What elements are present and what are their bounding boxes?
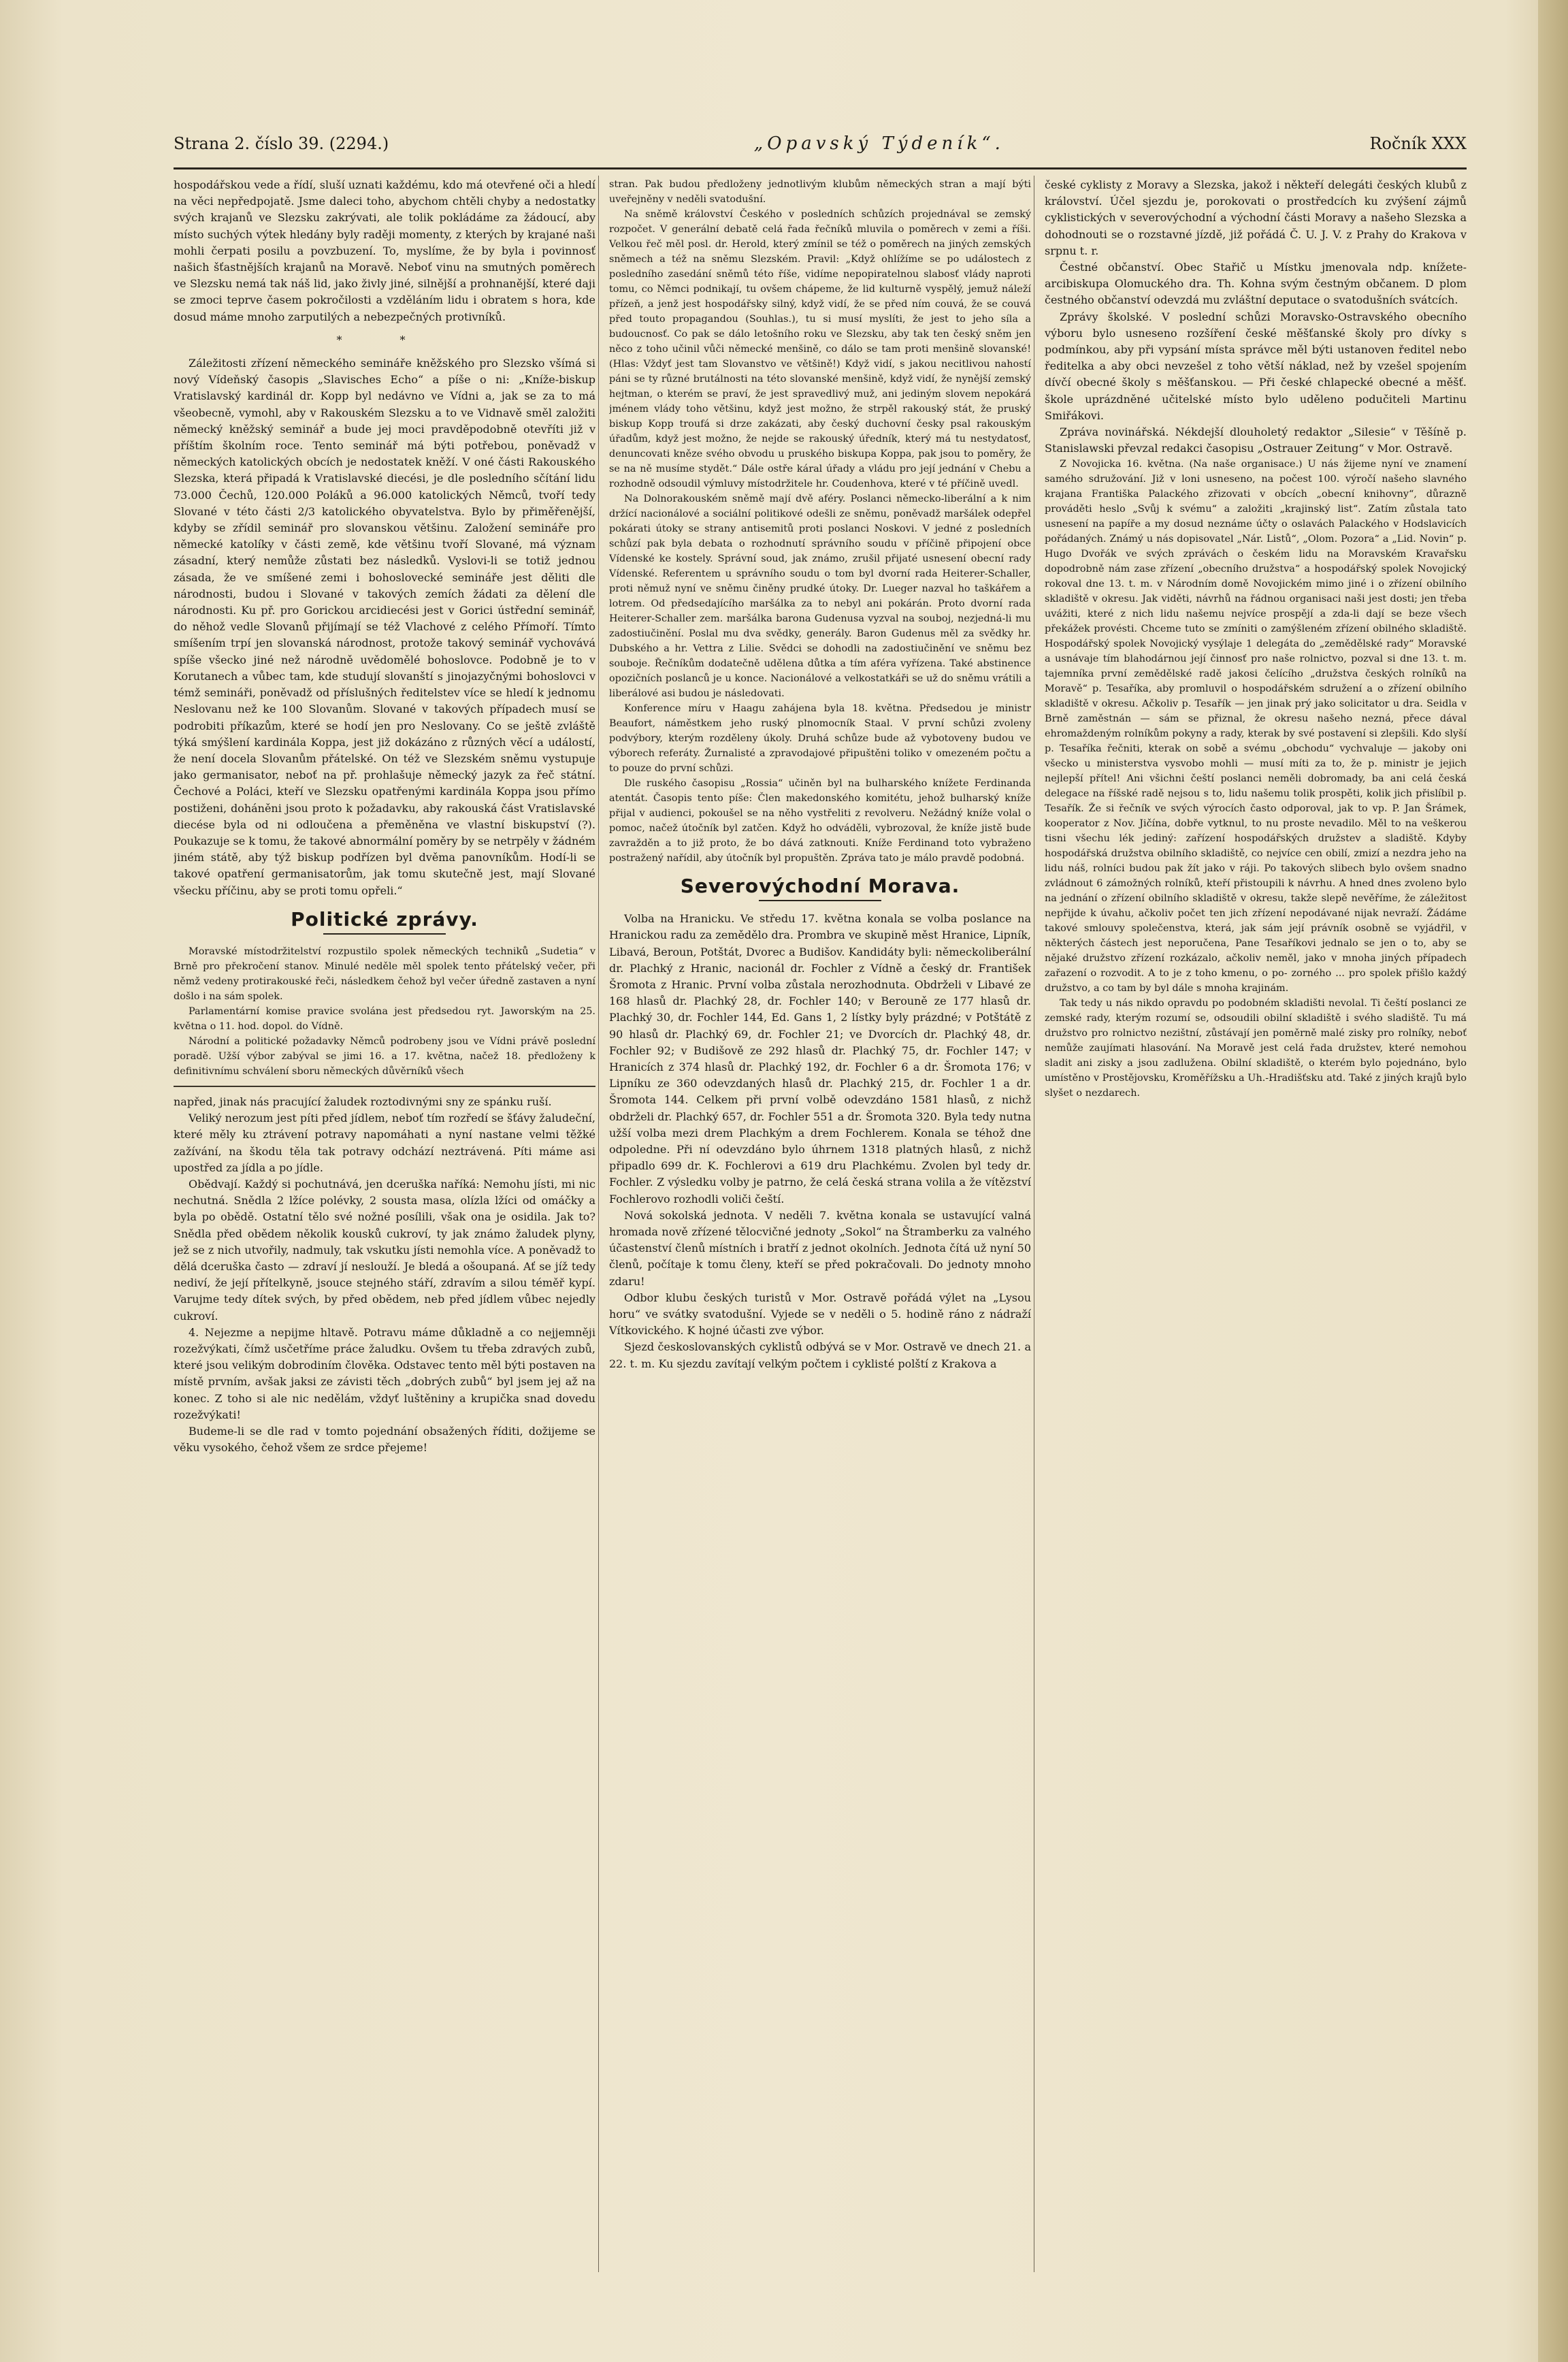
section-heading-rule <box>323 933 446 935</box>
page-binding-edge <box>1538 0 1568 2362</box>
section-heading <box>609 875 1031 901</box>
section-heading-text: Politické zprávy. <box>291 907 478 931</box>
section-heading-text: Severovýchodní Morava. <box>680 875 960 897</box>
article-paragraph: Parlamentární komise pravice svolána jest předsedou ryt. Jaworským na 25. května o 11. hod. dopol. do Vídně. <box>174 1005 595 1032</box>
news-briefs <box>174 944 595 1079</box>
article-paragraph: Z Novojicka 16. května. (Na naše organisace.) U nás žijeme nyní ve znamení samého sdružování. Již v loni usneseno, na počest 100. výročí našeho slavného krajana Františka Palackého zřizovati v obcích „obecní knihovny“, důrazně prováděti heslo „Svůj k svému“ a založiti „krajinský list“. Zatím zůstala tato usnesení na papíře a my dosud neznáme účty o oslavách Palackého v Hodslavicích pořádaných. Známý u nás dopisovatel „Nár. Listů“, „Olom. Pozora“ a „Lid. Novin“ p. Hugo Dvořák ve svých zprávách o českém lidu na Moravském Kravařsku dopodrobně nám zase zřízení „obecního družstva“ a hospodářský spolek Novojický rokoval dne 13. t. m. v Národním domě Novojickém mimo jiné i o zřízení obilního skladiště v okresu. Jak viděti, návrhů na řádnou organisaci naši jest dosti; jen třeba uvážiti, které z nich lidu našemu nejvíce prospějí a zda-li dají se beze všech překážek provésti. Chceme tuto se zmíniti o zamýšleném zřízení obilného skladiště. Hospodářský spolek Novojický vysýlaje 1 delegáta do „zemědělské rady“ Moravské a usnávaje tím blahodárnou její činnosť pro naše rolnictvo, pozval si dne 13. t. m. tajemníka první zemědělské radě jakosi čelícího „družstva českých rolníků na Moravě“ p. Tesaříka, aby promluvil o hospodářském sdružení a o zřízení obilního skladiště v okresu. Ačkoliv p. Tesařík — jen jinak prý jako solicitator u dra. Seidla v Brně zaměstnán — sám se přiznal, že okresu našeho nezná, přece dával ehromaždeným rolníkům pokyny a rady, kterak by své postavení si zlepšili. Kdo slyší p. Tesaříka řečniti, kterak on sobě a svému „obchodu“ vychvaluje — jakoby oni všecko u ministerstva vysvobo mohli — musí míti za to, že p. ministr je jejich nejlepší přítel! Ani všichni čeští poslanci neměli dobromady, ba ani celá česká delegace na říšské radě nejsou s to, lidu našemu tolik prospěti, kolik jich přislíbil p. Tesařík. Že si řečník ve svých výrocích často odporoval, jak to vp. P. Jan Šrámek, kooperator z Nov. Jičína, dobře vytknul, to nu proste nevadilo. Měl to na veškerou tisni všechu lék jediný: zařízení hospodářských družstev a sladiště. Kdyby hospodářská družstva obilního skladiště, co nejvíce cen obilí, zmizí a nezdra jeho na lidu náš, rolníci budou pak žít jako v ráji. Po takových slibech bylo ovšem snadno zvládnout 6 zámožných rolníků, kteří přistoupili k návrhu. A hned dnes zvoleno bylo na jednání o zřízení obilního skladiště v okresu, takže slepě nevěříme, že záležitost nepřijde k úvahu, ačkoliv počet ten jich zřízení nepodávané nijak nevraží. Žádáme takové smlouvy společenstva, která, jak sám její právník osobně se vyjádřil, v některých částech jest neporučena, Pane Tesaříkovi jednalo se jen o to, aby se nějaké družstvo zřízení rozkázalo, ačkoliv neměl, jako v mnoha jiných případech zařazení o rozvodit. A to je z toho kmenu, o po- zorného ... pro spolek přišlo každý družstvo, a co tam by byl dále s mnoha krajinám. <box>1045 459 1467 994</box>
article-paragraph: Nová sokolská jednota. V neděli 7. května konala se ustavující valná hromada nově zřízené tělocvičné jednoty „Sokol“ na Štramberku za valného účastenství členů místních i bratří z jednot okolních. Jednota čítá už nyní 50 členů, počítaje k tomu členy, kteří se před pokračovali. Do jednoty mnoho zdaru! <box>609 1208 1031 1288</box>
header-rule <box>174 167 1467 169</box>
section-heading-rule <box>759 900 881 901</box>
article-paragraph: Sjezd českoslovanských cyklistů odbývá se v Mor. Ostravě ve dnech 21. a 22. t. m. Ku sjezdu zavítají velkým počtem i cyklisté polští z Krakova a <box>609 1340 1031 1370</box>
news-briefs <box>1045 457 1467 1101</box>
article-paragraph: Zpráva novinářská. Nékdejší dlouholetý redaktor „Silesie“ v Těšíně p. Stanislawski převzal redakci časopisu „Ostrauer Zeitung“ v Mor. Ostravě. <box>1045 425 1467 455</box>
column-divider <box>598 176 599 2272</box>
article-paragraph: Konference míru v Haagu zahájena byla 18. května. Předsedou je ministr Beaufort, náměstkem jeho ruský plnomocník Staal. V první schůzi zvoleny podvýbory, kterým rozděleny úkoly. Druhá schůze bude až vybotoveny budou ve výborech referáty. Žurnalisté a zpravodajové připuštěni toliko v omezeném počtu a to pouze do první schůzi. <box>609 703 1031 774</box>
column-3 <box>1045 177 1467 2274</box>
column-rule <box>174 1086 595 1087</box>
page-header <box>174 133 1467 161</box>
article-paragraph: Čestné občanství. Obec Stařič u Místku jmenovala ndp. knížete-arcibiskupa Olomuckého dra. Th. Kohna svým čestným občanem. D plom čestného občanství odevzdá mu zvláštní deputace o svatodušních svátcích. <box>1045 261 1467 307</box>
article-paragraph: české cyklisty z Moravy a Slezska, jakož i někteří delegáti českých klubů z království. Účel sjezdu je, porokovati o prostředcích ku zvýšení zájmů cyklistických v severovýchodní a východní části Moravy a našeho Slezska a dohodnouti se o rozstavné jízdě, již pořádá Č. U. J. V. z Prahy do Krakova v srpnu t. r. <box>1045 178 1467 257</box>
article-paragraph: Tak tedy u nás nikdo opravdu po podobném skladišti nevolal. Ti čeští poslanci ze zemské rady, kterým rozumí se, odsoudili obilní skladiště i svého sladiště. Tu má družstvo pro rolnictvo nezištní, zůstávají jen poměrně malé zisky pro rolníky, neboť nemůže zaujímati hlasování. Na Moravě jest celá řada družstev, které nemohou sladit ani zisky a jsou zadlužena. Obilní skladiště, o kterém bylo pojednáno, bylo umístěno v Prostějovsku, Kroměřížsku a Uh.-Hradišťsku atd. Také z jiných krajů bylo slyšet o nezdarech. <box>1045 998 1467 1099</box>
article-paragraph: Odbor klubu českých turistů v Mor. Ostravě pořádá výlet na „Lysou horu“ ve svátky svatodušní. Vyjede se v neděli o 5. hodině ráno z nádraží Vítkovického. K hojné účasti zve výbor. <box>609 1291 1031 1338</box>
article-paragraph: 4. Nejezme a nepijme hltavě. Potravu máme důkladně a co nejjemněji rozežvýkati, čímž usčetříme práce žaludku. Ovšem tu třeba zdravých zubů, které jsou velikým dobrodiním člověka. Odstavec tento měl býti postaven na místě prvním, avšak jaksi ze závisti těch „dobrých zubů“ byl jsem jej až na konec. Z toho si ale nic nedělám, vždyť luštěniny a krupička snad dovedu rozežvýkati! <box>174 1325 595 1421</box>
header-page-number: Strana 2. číslo 39. (2294.) <box>174 134 389 153</box>
column-1 <box>174 177 595 2274</box>
article-paragraph: Záležitosti zřízení německého semináře kněžského pro Slezsko všímá si nový Vídeňský časopis „Slavisches Echo“ a píše o ni: „Kníže-biskup Vratislavský kardinál dr. Kopp byl nedávno ve Vídni a, jak se za to má všeobecně, vymohl, aby v Rakouském Slezsku a to ve Vidnavě směl založiti německý kněžský seminář a bude jej moci pravděpodobně otevříti již v příštím školním roce. Tento seminář má býti potřebou, poněvadž v německých katolických obcích je nedostatek kněží. V oné části Rakouského Slezska, která připadá k Vratislavské diecési, je dle posledního sčítání lidu 73.000 Čechů, 120.000 Poláků a 96.000 katolických Němců, tvoří tedy Slované v této části 2/3 katolického obyvatelstva. Bylo by přiměřenější, kdyby se zřídil seminář pro slovanskou většinu. Založení semináře pro německé katolíky v části země, kde většinu tvoří Slované, má význam zásadní, který nemůže zůstati bez následků. Vyslovi-li se totiž jednou zásada, že ve smíšené zemi i bohoslovecké semináře jest děliti dle národnosti, budou i Slované v takových zemích žádati za dělení dle národnosti. Ku př. pro Gorickou arcidiecési jest v Gorici ústřední seminář, do něhož vedle Slovanů přijímají se též Vlachové z celého Přímoří. Tímto smíšením trpí jen slovanská národnost, protože takový seminář vychovává spíše všecko jiné než národně uvědomělé bohoslovce. Podobně je to v Korutanech a vůbec tam, kde studují slovanští s jinojazyčnými bohoslovci v témž semináři, poněvadž od příslušných ředitelstev více se hledí k jednomu Neslovanu než ke 100 Slovanům. Slované v takových případech musí se podrobiti příkazům, které se hodí jen pro Neslovany. Co se ještě zvláště týká smýšlení kardinála Koppa, jest již dokázáno z různých věcí a událostí, že není docela Slovanům přátelské. On též ve Slezském sněmu vystupuje jako germanisator, neboť na př. prohlašuje německý jazyk za řeč státní. Čechové a Poláci, kteří ve Slezsku opatřenými kardinála Koppa jsou přímo postiženi, doháněni jsou proto k požadavku, aby rakouská část Vratislavské diecése byla od ni odloučena a přeměněna ve vlastní biskupství (?). Poukazuje se k tomu, že takové abnormální poměry by se netrpěly v žádném jiném státě, aby týž biskup podřízen byl dvěma panovníkům. Hodí-li se takové opatření germanisatorům, jak tomu skutečně jest, mají Slované všecku příčinu, aby se proti tomu opřeli.“ <box>174 357 595 897</box>
article-paragraph: Na Dolnorakouském sněmě mají dvě aféry. Poslanci německo-liberální a k nim držící nacionálové a sociální politikové odešli ze sněmu, poněvadž maršálek odepřel pokárati útoky se strany antisemitů proti poslanci Noskovi. V jedné z posledních schůzí pak byla debata o rozhodnutí správního soudu v příčině připojení obce Vídenské ke kostely. Správní soud, jak známo, zrušil přijaté usnesení obecní rady Vídenské. Referentem u správního soudu o tom byl dvorní rada Heiterer-Schaller, proti němuž nyní ve sněmu činěny prudké útoky. Dr. Lueger nazval ho taškářem a lotrem. Od předsedajícího maršálka za to nebyl ani pokárán. Proto dvorní rada Heiterer-Schaller zem. maršálka barona Gudenusa vyzval na souboj, nezjedná-li mu zadostiučinění. Poslal mu dva svědky, generály. Baron Gudenus měl za svědky hr. Dubského a hr. Vettra z Lilie. Svědci se dohodli na zadostiučinění ve sněmu bez souboje. Řečníkům dodatečně udělena důtka a tím aféra vyřízena. Také abstinence opozičních poslanců je u konce. Nacionálové a velkostatkáři se už do sněmu vrátili a liberálové asi budou je následovati. <box>609 494 1031 699</box>
article-paragraph: Na sněmě království Českého v posledních schůzích projednával se zemský rozpočet. V generální debatě celá řada řečníků mluvila o poměrech v zemi a říši. Velkou řeč měl posl. dr. Herold, který zmínil se též o poměrech na jiných zemských sněmech a též na sněmu Slezském. Pravil: „Když ohlížíme se po událostech z posledního zasedání sněmů této říše, vidíme nepopiratelnou slabosť vlády naproti tomu, co Němci podnikají, tu ovšem chápeme, že lid kulturně vyspělý, jemuž náleží přízeň, a jenž jest hospodářsky silný, když vidí, že se před ním couvá, že se couvá před touto propagandou (Souhlas.), tu si musí myslíti, že jest to jeho síla a budoucnosť. Co pak se dálo letošního roku ve Slezsku, aby tak ten český sněm jen něco z toho učinil vůči německé menšině, co dálo se tam proti menšině slovanské! (Hlas: Vždyť jest tam Slovanstvo ve většině!) Když vidí, s jakou necitlivou nahostí páni se ty různé brutálnosti na této slovanské menšině, když vidí, že nynější zemský hejtman, o kterém se praví, že jest spravedlivý muž, ani jediným slovem nepokárá jménem vlády toho většinu, když jest možno, že strpěl rakouský stát, že pruský biskup Kopp troufá si drze zakázati, aby český duchovní česky psal rakouským úřadům, když jest možno, že nejde se rakouský úředník, který má tu nestydatosť, denuncovati kněze svého obvodu u pruského biskupa Koppa, pak jsou to poměry, že se na ně musíme stydět.“ Dále ostře káral úřady a vládu pro její jednání v Chebu a rozhodně odsoudil výmluvy místodržitele hr. Coudenhova, které v té příčině uvedl. <box>609 209 1031 489</box>
article-paragraph: napřed, jinak nás pracující žaludek roztodivnými sny ze spánku ruší. <box>174 1095 552 1108</box>
column-2 <box>609 177 1031 2274</box>
article-paragraph: Zprávy školské. V poslední schůzi Moravsko-Ostravského obecního výboru bylo usneseno rozšíření české měšťanské školy pro dívky s podmínkou, aby při vypsání místa správce měl býti ustanoven ředitel nebo ředitelka a aby obci nevzešel z toho větší náklad, než by vzešel spojením dívčí obecné školy s měšťanskou. — Při české chlapecké obecné a měšť. škole uprázdněné učitelské místo bylo uděleno podučiteli Martinu Smiřákovi. <box>1045 310 1467 422</box>
article-paragraph: Volba na Hranicku. Ve středu 17. května konala se volba poslance na Hranickou radu za zemědělo dra. Prombra ve skupině měst Hranice, Lipník, Libavá, Beroun, Potštát, Dvorec a Budišov. Kandidáty byli: německoliberální dr. Plachký z Hranic, nacionál dr. Fochler z Vídně a český dr. František Šromota z Hranic. První volba zůstala nerozhodnuta. Obdrželi v Libavé ze 168 hlasů dr. Plachký 28, dr. Fochler 140; v Berouně ze 177 hlasů dr. Plachký 30, dr. Fochler 144, Ed. Gans 1, 2 lístky byly prázdné; v Potštátě z 90 hlasů dr. Plachký 69, dr. Fochler 21; ve Dvorcích dr. Plachký 48, dr. Fochler 92; v Budišově ze 292 hlasů dr. Plachký 75, dr. Fochler 147; v Hranicích z 374 hlasů dr. Plachký 192, dr. Fochler 6 a dr. Šromota 176; v Lipníku ze 360 odevzdaných hlasů dr. Plachký 215, dr. Fochler 1 a dr. Šromota 144. Celkem při první volbě odevzdáno 1581 hlasů, z nichž obdrželi dr. Plachký 657, dr. Fochler 551 a dr. Šromota 320. Byla tedy nutna užší volba mezi drem Plachkým a drem Fochlerem. Konala se téhož dne odpoledne. Při ní odevzdáno bylo úhrnem 1318 platných hlasů, z nichž připadlo 699 dr. K. Fochlerovi a 619 dru Plachkému. Zvolen byl tedy dr. Fochler. Z výsledku volby je patrno, že celá česká strana volila a že vítězství Fochlerovo rozhodli voliči čeští. <box>609 912 1031 1206</box>
article-paragraph: stran. Pak budou předloženy jednotlivým klubům německých stran a mají býti uveřejněny v neděli svatodušní. <box>609 179 1031 205</box>
section-heading <box>174 907 595 935</box>
article-paragraph: hospodářskou vede a řídí, sluší uznati každému, kdo má otevřené oči a hledí na věci nepředpojatě. Jsme daleci toho, abychom chtěli chyby a nedostatky svých krajanů ve Slezsku zakrývati, ale tolik pokládáme za žádoucí, aby místo suchých výtek hledány byly raději momenty, z kterých by krajané naši mohli čerpati posilu a povzbuzení. To, myslíme, že by byla i povinnosť našich šťastnějších krajanů na Moravě. Neboť vinu na smutných poměrech ve Slezsku nemá tak náš lid, jako živly jiné, silnější a prohnanější, které daji se zmoci teprve časem pokročilosti a vzděláním lidu i obratem s hora, kde dosud máme mnoho zarputilých a nebezpečných protivníků. <box>174 178 595 323</box>
article-paragraph: Veliký nerozum jest píti před jídlem, neboť tím rozředí se šťávy žaludeční, které měly ku ztrávení potravy napomáhati a nyní nastane velmi těžké zažívání, na škodu těla tak potravy odchází neztrávená. Píti máme asi upostřed za jídla a po jídle. <box>174 1112 595 1174</box>
article-paragraph: Budeme-li se dle rad v tomto pojednání obsažených říditi, dožijeme se věku vysokého, čehož všem ze srdce přejeme! <box>174 1425 595 1455</box>
section-separator: * * <box>336 333 433 346</box>
article-paragraph: Moravské místodržitelství rozpustilo spolek německých techniků „Sudetia“ v Brně pro překročení stanov. Minulé neděle měl spolek tento přátelský večer, při němž vedeny protirakouské řeči, následkem čehož byl večer úředně zastaven a nyní došlo i na sám spolek. <box>174 945 595 1002</box>
article-paragraph: Obědvají. Každý si pochutnává, jen dceruška naříká: Nemohu jísti, mi nic nechutná. Snědla 2 lžíce polévky, 2 sousta masa, olízla lžíci od omáčky a byla po obědě. Ostatní tělo své nožné posílili, však ona je osidila. Jak to? Snědla před obědem několik kousků cukroví, ty jak známo žaludek plyny, jež se z nich utvořily, nadmuly, tak vskutku jísti nemohla více. A poněvadž to dělá dceruška často — zdraví jí neslouží. Je bledá a ošoupaná. Ať se jíž tedy nediví, že její přítelkyně, jsouce stejného stáří, zdravím a silou téměř kypí. Varujme tedy dítek svých, by před obědem, neb před jídlem vůbec nejedly cukroví. <box>174 1177 595 1323</box>
article-paragraph: Národní a politické požadavky Němců podrobeny jsou ve Vídni právě poslední poradě. Užší výbor zabýval se jimi 16. a 17. května, načež 18. předloženy k definitivnímu schválení sboru německých důvěrníků všech <box>174 1035 595 1077</box>
article-paragraph: Dle ruského časopisu „Rossia“ učiněn byl na bulharského knížete Ferdinanda atentát. Časopis tento píše: Člen makedonského komitétu, jehož bulharský kníže přijal v audienci, pokoušel se na něho vystřeliti z revolveru. Nežádný kníže volal o pomoc, načež útočník byl zatčen. Když ho odváděli, vybrozoval, že kníže jistě bude zavražděn a to již proto, že bo dává zatknouti. Kníže Ferdinand toto vybraženo postražený nařídil, aby útočník byl propuštěn. Zpráva tato je málo pravdě podobná. <box>609 778 1031 864</box>
news-briefs <box>609 177 1031 866</box>
header-masthead: „Opavský Týdeník“. <box>753 133 1004 154</box>
header-volume: Ročník XXX <box>1369 134 1467 153</box>
